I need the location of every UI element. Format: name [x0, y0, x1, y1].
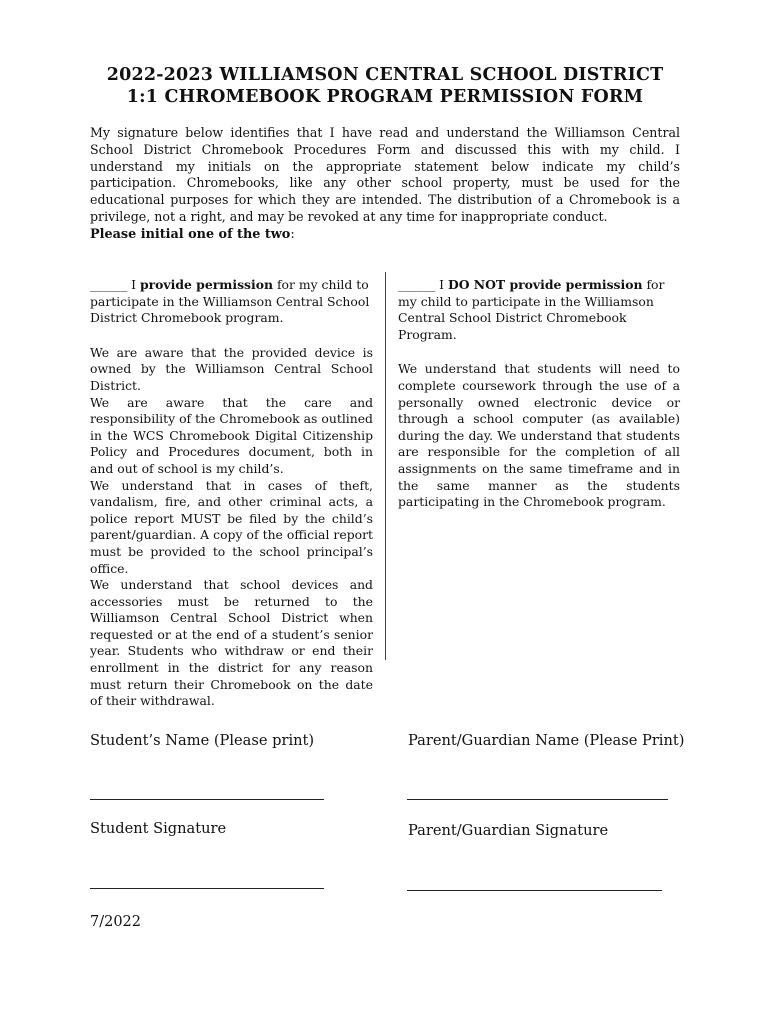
permission-paragraph-owned: We are aware that the provided device is owned by the Williamson Central School District. — [90, 344, 373, 393]
no-permission-prefix: I — [435, 277, 448, 292]
permission-initial-blank[interactable]: ______ — [90, 277, 128, 292]
parent-name-label: Parent/Guardian Name (Please Print) — [408, 732, 685, 749]
no-permission-paragraph: We understand that students will need to complete coursework through the use of a personally owned electronic device or through a school computer (as available) during the day. We understand that students are responsible for the completion of all assignments on the same timeframe and in the same manner as the students participating in the Chromebook program. — [398, 361, 680, 510]
initial-prompt-bold: Please initial one of the two — [90, 227, 291, 242]
title-line-2: 1:1 CHROMEBOOK PROGRAM PERMISSION FORM — [126, 87, 644, 107]
permission-paragraph-return: We understand that school devices and accessories must be returned to the Williamson Central School District when requested or at the end of a student’s senior year. Students who withdraw or end their enrollment in the district for any reason must return their Chromebook on the date of their withdrawal. — [90, 577, 373, 709]
no-permission-bold: DO NOT provide permission — [447, 277, 643, 292]
form-title — [0, 64, 770, 108]
permission-option-column — [90, 277, 373, 710]
initial-prompt — [90, 226, 295, 243]
student-signature-label: Student Signature — [90, 820, 227, 837]
initial-prompt-suffix: : — [290, 227, 295, 242]
student-name-line[interactable] — [90, 799, 324, 800]
student-name-label: Student’s Name (Please print) — [90, 732, 315, 749]
no-permission-option-column — [398, 277, 680, 511]
permission-rest: for my child to participate in the Williamson Central School District Chromebook program. — [90, 277, 370, 326]
permission-paragraph-care: We are aware that the care and responsibility of the Chromebook as outlined in the WCS Chromebook Digital Citizenship Policy and Procedures document, both in and out of school is my child’s. — [90, 394, 373, 476]
parent-name-line[interactable] — [407, 799, 668, 800]
student-signature-line[interactable] — [90, 888, 324, 889]
permission-option-statement — [90, 277, 373, 327]
column-divider — [385, 272, 386, 660]
no-permission-initial-blank[interactable]: ______ — [398, 277, 436, 292]
permission-bold: provide permission — [139, 277, 274, 292]
no-permission-option-statement — [398, 277, 680, 343]
permission-paragraph-theft: We understand that in cases of theft, vandalism, fire, and other criminal acts, a police report MUST be filed by the child’s parent/guardian. A copy of the official report must be provided to the school principal’s office. — [90, 477, 373, 576]
permission-prefix: I — [127, 277, 140, 292]
revision-date: 7/2022 — [90, 914, 142, 930]
parent-signature-label: Parent/Guardian Signature — [408, 822, 609, 839]
parent-signature-line[interactable] — [407, 890, 662, 891]
title-line-1: 2022-2023 WILLIAMSON CENTRAL SCHOOL DISTRICT — [106, 65, 664, 85]
no-permission-rest: for my child to participate in the Williamson Central School District Chromebook Program. — [398, 277, 665, 342]
intro-paragraph: My signature below identifies that I have read and understand the Williamson Central School District Chromebook Procedures Form and discussed this with my child. I understand my initials on the appropriate statement below indicate my child’s participation. Chromebooks, like any other school property, must be used for the educational purposes for which they are intended. The distribution of a Chromebook is a privilege, not a right, and may be revoked at any time for inappropriate conduct. — [90, 125, 680, 224]
